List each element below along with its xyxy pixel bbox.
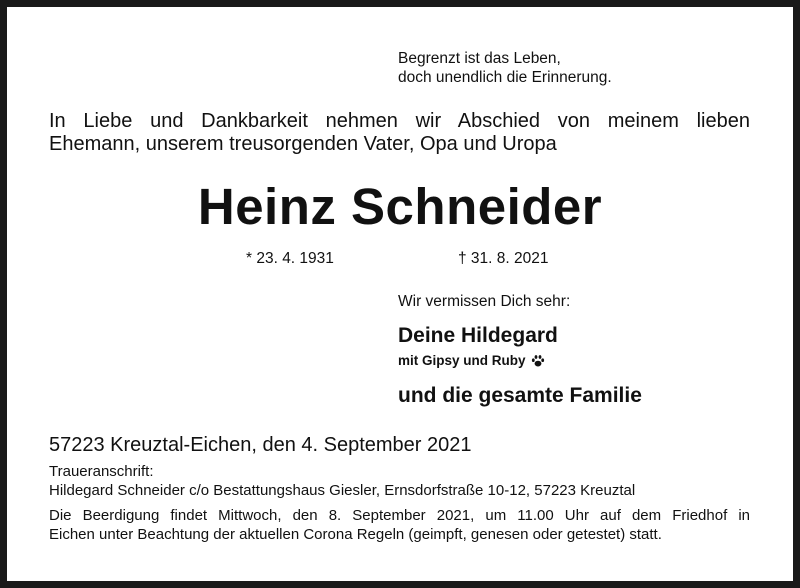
mourners-intro: Wir vermissen Dich sehr: <box>398 293 571 310</box>
funeral-line-2: Eichen unter Beachtung der aktuellen Corona Regeln (geimpft, genesen oder getestet) statt. <box>49 526 662 543</box>
funeral-info <box>49 506 750 544</box>
deceased-name: Heinz Schneider <box>197 178 603 235</box>
memorial-quote <box>398 49 612 87</box>
pets-line <box>398 353 545 368</box>
farewell-text <box>49 110 750 156</box>
quote-line-1: Begrenzt ist das Leben, <box>398 50 561 67</box>
place-date: 57223 Kreuztal-Eichen, den 4. September 2021 <box>49 434 472 456</box>
family-line: und die gesamte Familie <box>398 384 642 407</box>
birth-date: * 23. 4. 1931 <box>246 250 334 267</box>
paw-icon <box>531 354 545 368</box>
pets-text: mit Gipsy und Ruby <box>398 353 526 368</box>
mourning-address: Hildegard Schneider c/o Bestattungshaus Giesler, Ernsdorfstraße 10-12, 57223 Kreuztal <box>49 482 636 499</box>
farewell-line-2: Ehemann, unserem treusorgenden Vater, Opa und Uropa <box>49 133 557 155</box>
farewell-line-1: In Liebe und Dankbarkeit nehmen wir Abschied von meinem lieben <box>49 110 750 132</box>
wife-name: Deine Hildegard <box>398 324 558 347</box>
funeral-line-1: Die Beerdigung findet Mittwoch, den 8. September 2021, um 11.00 Uhr auf dem Friedhof in <box>49 507 750 524</box>
death-date: † 31. 8. 2021 <box>458 250 549 267</box>
mourning-address-label: Traueranschrift: <box>49 463 154 480</box>
quote-line-2: doch unendlich die Erinnerung. <box>398 69 612 86</box>
